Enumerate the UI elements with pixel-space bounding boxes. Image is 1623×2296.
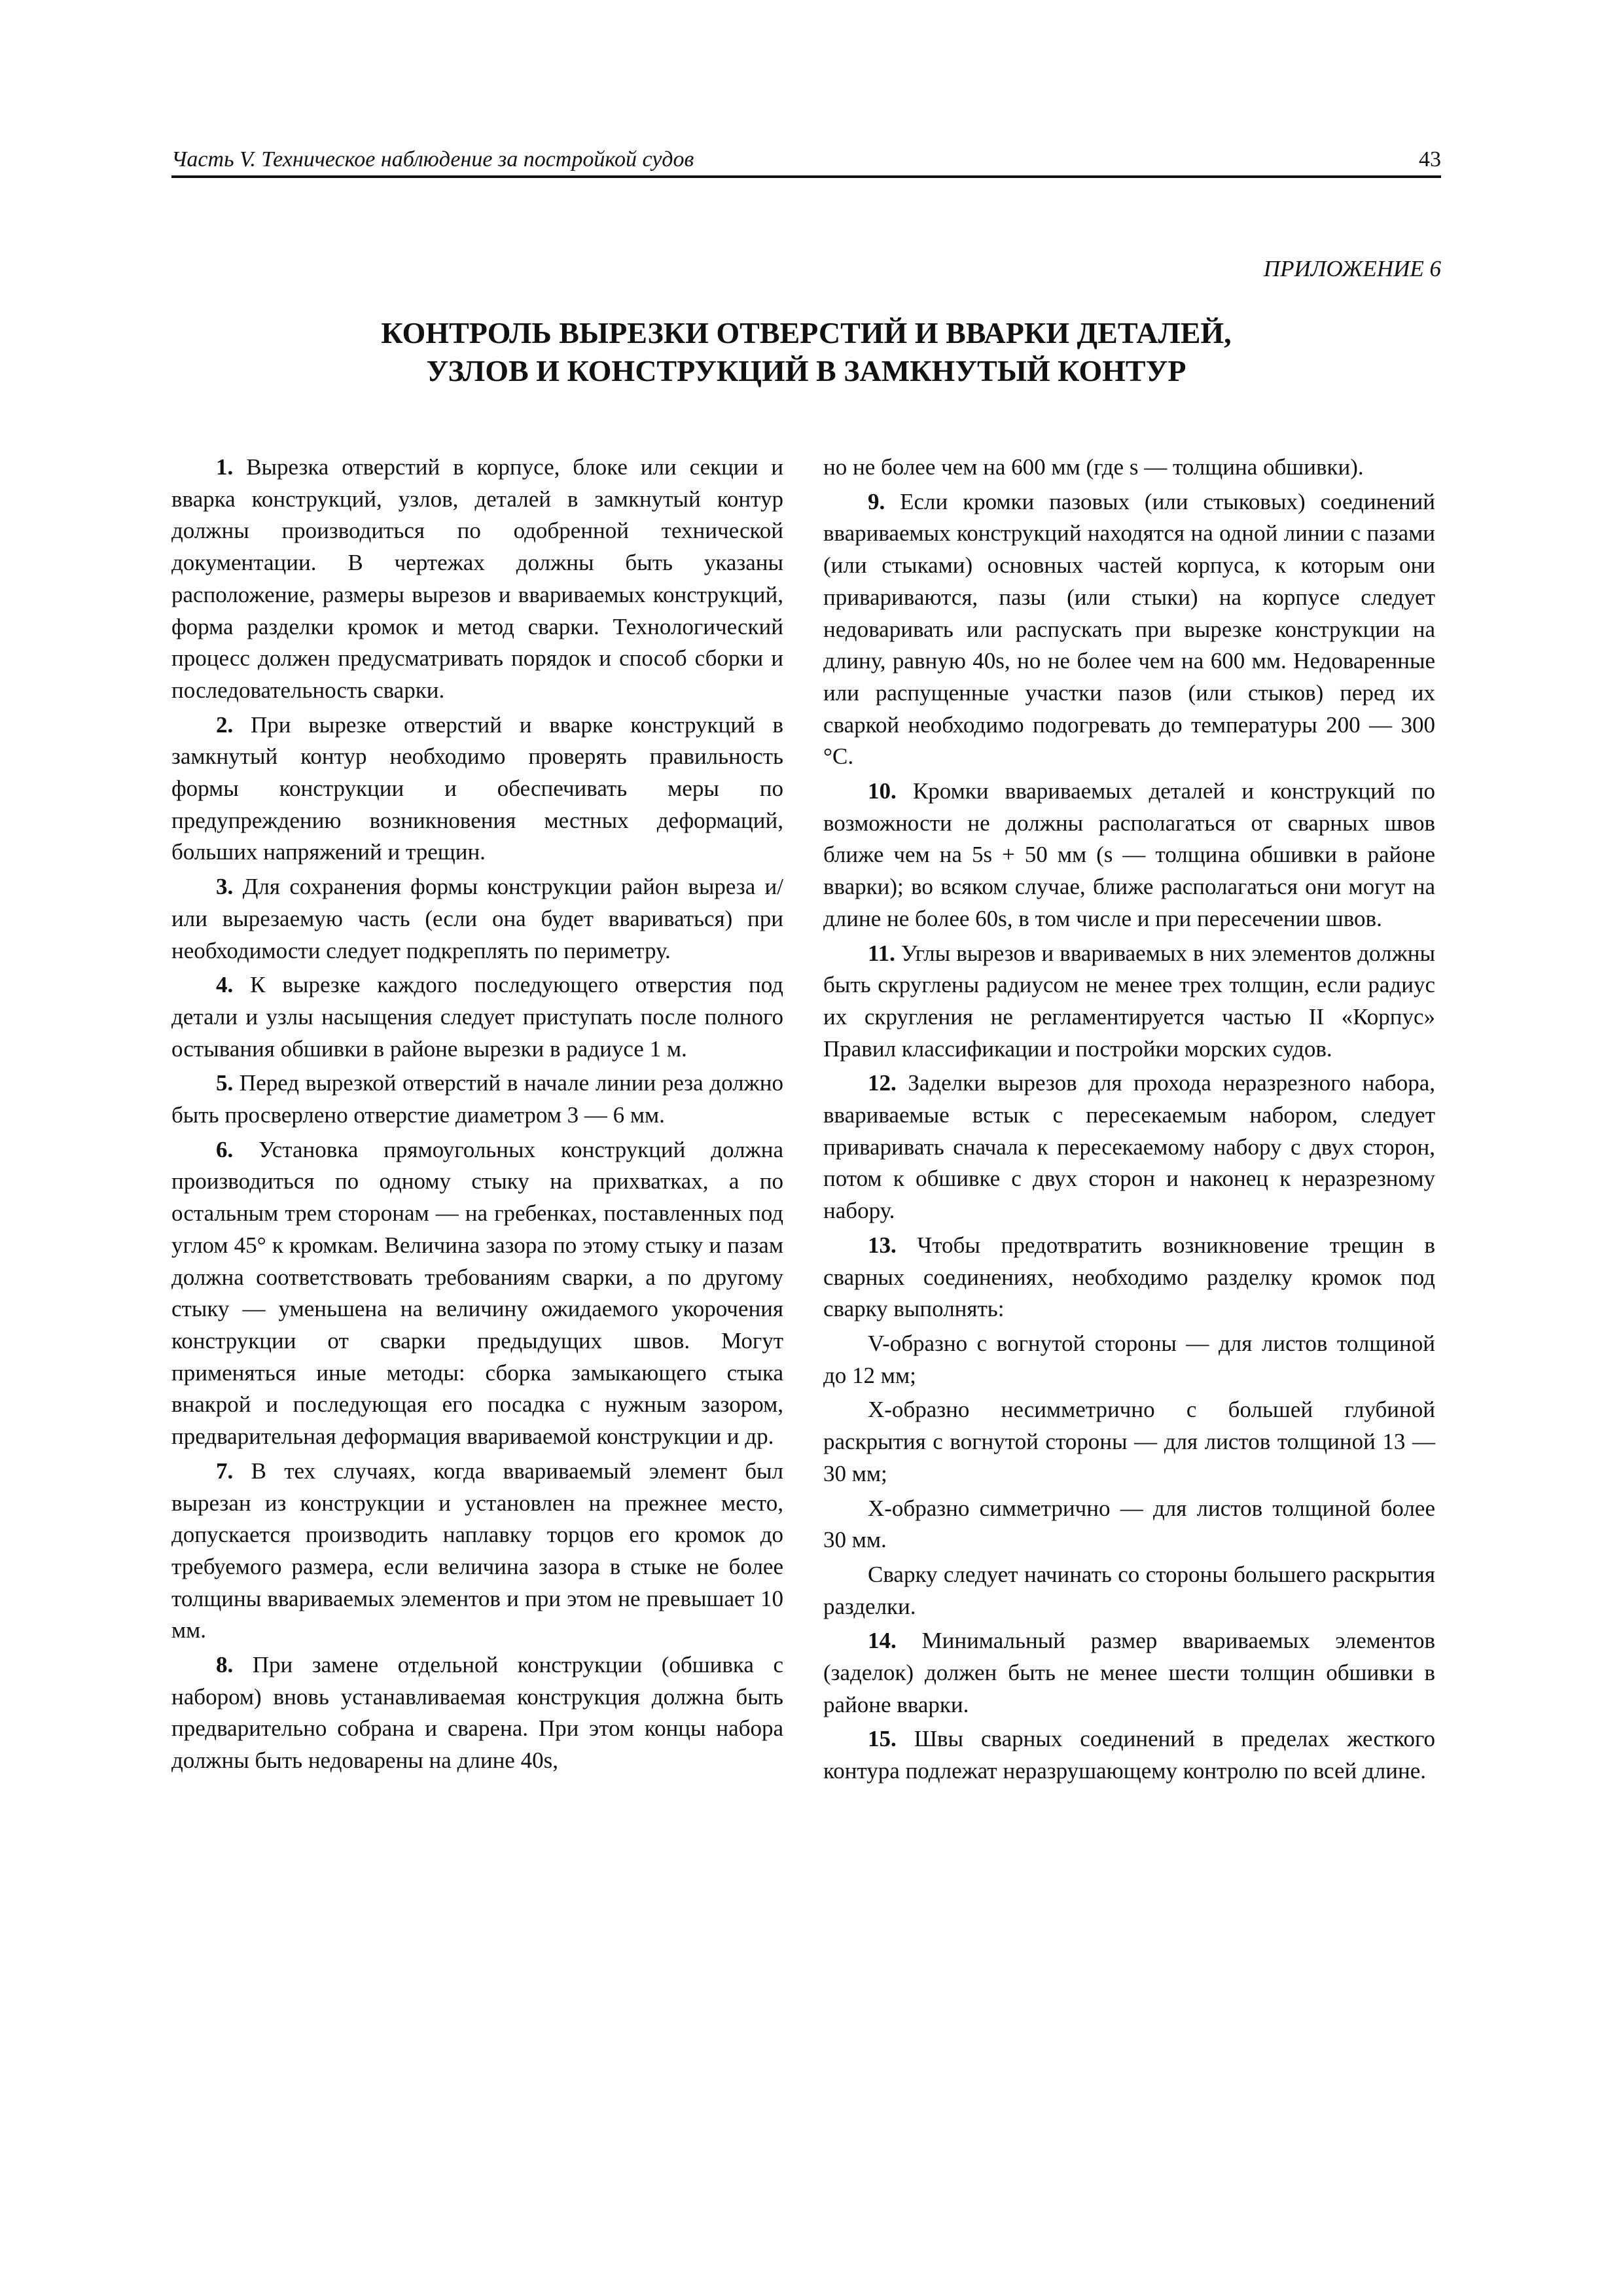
paragraph-text: Чтобы предотвратить возникновение трещин в сварных соединениях, необходимо разделку кромок под сварку выполнять: [823,1232,1435,1322]
paragraph-number: 8. [216,1652,234,1678]
header-rule [171,175,1441,178]
paragraph-text: Если кромки пазовых (или стыковых) соединений ввариваемых конструкций находятся на одной линии с пазами (или стыками) основных частей корпуса, к которым они привариваются, пазы (или стыки) на корпусе следует недоваривать или распускать при вырезке конструкции на длину, равную 40s, но не более чем на 600 мм. Недоваренные или распущенные участки пазов (или стыков) перед их сваркой необходимо подогревать до температуры 200 — 300 °С. [823,488,1436,770]
paragraph-number: 6. [216,1136,234,1162]
paragraph-8 [171,1649,783,1777]
paragraph-number: 9. [868,488,885,514]
list-item-x-asymmetric [823,1394,1435,1490]
paragraph-5 [171,1067,783,1131]
paragraph-text: V-образно с вогнутой стороны — для листов толщиной до 12 мм; [823,1330,1435,1388]
paragraph-2 [171,709,783,869]
document-title [171,314,1441,390]
paragraph-text: При замене отдельной конструкции (обшивка с набором) вновь устанавливаемая конструкция должна быть предварительно собрана и сварена. При этом концы набора должны быть недоварены на длине 40s, [171,1652,783,1774]
running-title: Часть V. Техническое наблюдение за постройкой судов [171,147,694,171]
paragraph-11 [823,938,1435,1066]
paragraph-text: Перед вырезкой отверстий в начале линии реза должно быть просверлено отверстие диаметром 3 — 6 мм. [171,1070,784,1128]
paragraph-text: В тех случаях, когда ввариваемый элемент был вырезан из конструкции и установлен на прежнее место, допускается производить наплавку торцов его кромок до требуемого размера, если величина зазора в стыке не более толщины ввариваемых элементов и при этом не превышает 10 мм. [171,1458,784,1643]
paragraph-10 [823,776,1435,935]
title-line-2: УЗЛОВ И КОНСТРУКЦИЙ В ЗАМКНУТЫЙ КОНТУР [426,354,1186,387]
appendix-label: ПРИЛОЖЕНИЕ 6 [1263,256,1441,281]
paragraph-number: 1. [216,454,234,480]
page-number: 43 [1419,147,1441,171]
paragraph-number: 14. [868,1628,897,1654]
paragraph-number: 12. [868,1070,897,1096]
left-column [171,452,783,1780]
paragraph-9 [823,486,1435,773]
paragraph-text: При вырезке отверстий и вварке конструкций в замкнутый контур необходимо проверять правильность формы конструкции и обеспечивать меры по предупреждению возникновения местных деформаций, больших напряжений и трещин. [171,711,784,865]
paragraph-number: 2. [216,711,234,738]
paragraph-number: 5. [216,1070,234,1096]
paragraph-text: X-образно симметрично — для листов толщиной более 30 мм. [823,1495,1435,1553]
paragraph-number: 4. [216,972,234,998]
paragraph-text: X-образно несимметрично с большей глубиной раскрытия с вогнутой стороны — для листов толщиной 13 — 30 мм; [823,1397,1435,1486]
paragraph-number: 10. [868,778,897,804]
paragraph-6 [171,1134,783,1453]
paragraph-number: 15. [868,1726,897,1752]
paragraph-3 [171,871,783,967]
paragraph-text: но не более чем на 600 мм (где s — толщина обшивки). [823,454,1364,480]
paragraph-text: Швы сварных соединений в пределах жесткого контура подлежат неразрушающему контролю по всей длине. [823,1726,1436,1784]
paragraph-4 [171,969,783,1065]
paragraph-15 [823,1723,1435,1787]
paragraph-welding-start [823,1559,1435,1623]
paragraph-text: Вырезка отверстий в корпусе, блоке или секции и вварка конструкций, узлов, деталей в замкнутый контур должны производиться по одобренной технической документации. В чертежах должны быть указаны расположение, размеры вырезов и ввариваемых конструкций, форма разделки кромок и метод сварки. Технологический процесс должен предусматривать порядок и способ сборки и последовательность сварки. [171,454,783,703]
paragraph-text: Установка прямоугольных конструкций должна производиться по одному стыку на прихватках, а по остальным трем сторонам — на гребенках, поставленных под углом 45° к кромкам. Величина зазора по этому стыку и пазам должна соответствовать требованиям сварки, а по другому стыку — уменьшена на величину ожидаемого укорочения конструкции от сварки предыдущих швов. Могут применяться иные методы: сборка замыкающего стыка внакрой и последующая его посадка с нужным зазором, предварительная деформация ввариваемой конструкции и др. [171,1136,783,1450]
paragraph-text: Кромки ввариваемых деталей и конструкций по возможности не должны располагаться от сварных швов ближе чем на 5s + 50 мм (s — толщина обшивки в районе вварки); во всяком случае, ближе располагаться они могут на длине не более 60s, в том числе и при пересечении швов. [823,778,1436,931]
paragraph-8-continuation [823,452,1435,484]
paragraph-1 [171,452,783,707]
title-line-1: КОНТРОЛЬ ВЫРЕЗКИ ОТВЕРСТИЙ И ВВАРКИ ДЕТАЛЕЙ, [381,316,1232,350]
paragraph-7 [171,1456,783,1647]
paragraph-13 [823,1230,1435,1325]
list-item-v-shape [823,1328,1435,1391]
paragraph-text: Минимальный размер ввариваемых элементов (заделок) должен быть не менее шести толщин обшивки в районе вварки. [823,1628,1435,1717]
paragraph-number: 13. [868,1232,897,1258]
paragraph-14 [823,1625,1435,1721]
paragraph-number: 7. [216,1458,234,1484]
right-column [823,452,1435,1790]
paragraph-text: Для сохранения формы конструкции район выреза и/или вырезаемую часть (если она будет ввариваться) при необходимости следует подкреплять по периметру. [171,874,784,963]
list-item-x-symmetric [823,1493,1435,1556]
paragraph-number: 3. [216,874,234,900]
paragraph-text: Заделки вырезов для прохода неразрезного набора, ввариваемые встык с пересекаемым набором, следует приваривать сначала к пересекаемому набору с двух сторон, потом к обшивке с двух сторон и наконец к неразрезному набору. [823,1070,1435,1224]
paragraph-text: Сварку следует начинать со стороны большего раскрытия разделки. [823,1561,1435,1619]
paragraph-text: Углы вырезов и ввариваемых в них элементов должны быть скруглены радиусом не менее трех толщин, если радиус их скругления не регламентируется частью II «Корпус» Правил классификации и постройки морских судов. [823,940,1435,1062]
paragraph-number: 11. [868,940,895,966]
paragraph-text: К вырезке каждого последующего отверстия под детали и узлы насыщения следует приступать после полного остывания обшивки в районе вырезки в радиусе 1 м. [171,972,783,1062]
paragraph-12 [823,1067,1435,1227]
